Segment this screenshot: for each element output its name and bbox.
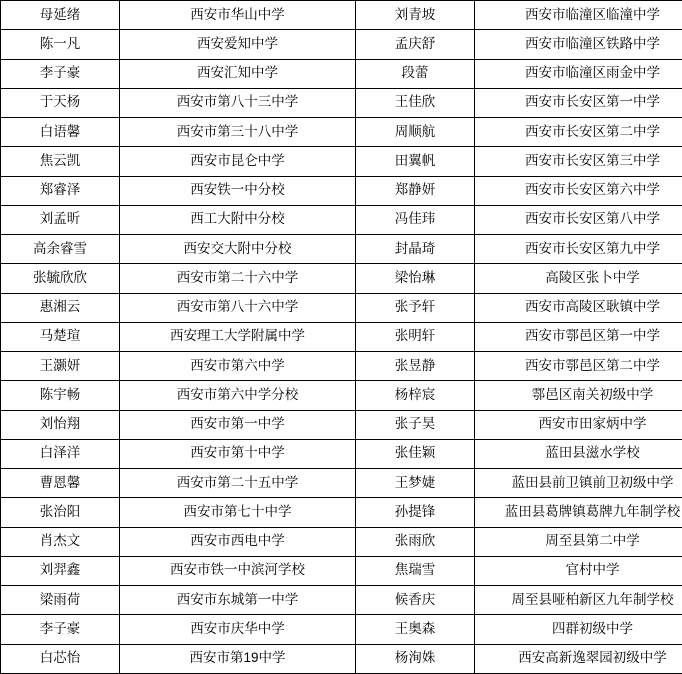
student-name-cell: 张治阳 bbox=[1, 498, 120, 527]
school-name-cell: 周至县哑柏新区九年制学校 bbox=[475, 586, 682, 615]
table-row bbox=[1, 59, 682, 88]
school-name-cell: 西安汇知中学 bbox=[120, 59, 356, 88]
student-name-cell: 封晶琦 bbox=[356, 235, 475, 264]
school-name-cell: 西安铁一中分校 bbox=[120, 176, 356, 205]
student-name-cell: 白芯怡 bbox=[1, 644, 120, 674]
student-name-cell: 孟庆舒 bbox=[356, 30, 475, 59]
student-name-cell: 刘青坡 bbox=[356, 1, 475, 30]
student-name-cell: 曹恩馨 bbox=[1, 469, 120, 498]
student-name-cell: 刘羿鑫 bbox=[1, 556, 120, 585]
student-name-cell: 候香庆 bbox=[356, 586, 475, 615]
student-name-cell: 李子豪 bbox=[1, 615, 120, 644]
school-name-cell: 西安市田家炳中学 bbox=[475, 410, 682, 439]
school-name-cell: 鄠邑区南关初级中学 bbox=[475, 381, 682, 410]
student-name-cell: 白泽洋 bbox=[1, 439, 120, 468]
table-row bbox=[1, 205, 682, 234]
table-row bbox=[1, 1, 682, 30]
student-name-cell: 王灏妍 bbox=[1, 352, 120, 381]
student-name-cell: 张毓欣欣 bbox=[1, 264, 120, 293]
school-name-cell: 西工大附中分校 bbox=[120, 205, 356, 234]
school-name-cell: 西安爱知中学 bbox=[120, 30, 356, 59]
student-name-cell: 郑睿泽 bbox=[1, 176, 120, 205]
table-row bbox=[1, 527, 682, 556]
student-name-cell: 冯佳玮 bbox=[356, 205, 475, 234]
school-name-cell: 西安市第八十三中学 bbox=[120, 88, 356, 117]
school-name-cell: 西安市东城第一中学 bbox=[120, 586, 356, 615]
student-name-cell: 刘孟昕 bbox=[1, 205, 120, 234]
student-name-cell: 杨洵姝 bbox=[356, 644, 475, 674]
student-name-cell: 梁雨荷 bbox=[1, 586, 120, 615]
school-name-cell: 西安市临潼区铁路中学 bbox=[475, 30, 682, 59]
school-name-cell: 西安市第二十五中学 bbox=[120, 469, 356, 498]
student-name-cell: 陈宇畅 bbox=[1, 381, 120, 410]
table-row bbox=[1, 586, 682, 615]
student-name-cell: 杨梓宸 bbox=[356, 381, 475, 410]
table-row bbox=[1, 352, 682, 381]
table-row bbox=[1, 469, 682, 498]
school-name-cell: 西安市长安区第六中学 bbox=[475, 176, 682, 205]
student-name-cell: 郑静妍 bbox=[356, 176, 475, 205]
table-row bbox=[1, 439, 682, 468]
school-name-cell: 西安市第十中学 bbox=[120, 439, 356, 468]
school-name-cell: 高陵区张卜中学 bbox=[475, 264, 682, 293]
school-name-cell: 西安市昆仑中学 bbox=[120, 147, 356, 176]
table-row bbox=[1, 264, 682, 293]
student-name-cell: 王梦婕 bbox=[356, 469, 475, 498]
student-name-cell: 母延绪 bbox=[1, 1, 120, 30]
school-name-cell: 西安理工大学附属中学 bbox=[120, 322, 356, 351]
student-name-cell: 张予轩 bbox=[356, 293, 475, 322]
table-row bbox=[1, 30, 682, 59]
school-name-cell: 西安市鄠邑区第一中学 bbox=[475, 322, 682, 351]
table-row bbox=[1, 498, 682, 527]
school-name-cell: 西安市高陵区耿镇中学 bbox=[475, 293, 682, 322]
school-name-cell: 周至县第二中学 bbox=[475, 527, 682, 556]
table-row bbox=[1, 88, 682, 117]
table-row bbox=[1, 118, 682, 147]
student-name-cell: 肖杰文 bbox=[1, 527, 120, 556]
school-name-cell: 西安市长安区第三中学 bbox=[475, 147, 682, 176]
table-row bbox=[1, 235, 682, 264]
school-name-cell: 蓝田县滋水学校 bbox=[475, 439, 682, 468]
student-name-cell: 于天杨 bbox=[1, 88, 120, 117]
table-row bbox=[1, 147, 682, 176]
student-name-cell: 焦瑞雪 bbox=[356, 556, 475, 585]
student-name-cell: 马楚瑄 bbox=[1, 322, 120, 351]
student-name-cell: 张雨欣 bbox=[356, 527, 475, 556]
table-row bbox=[1, 322, 682, 351]
school-name-cell: 西安市西电中学 bbox=[120, 527, 356, 556]
school-name-cell: 西安市第六中学分校 bbox=[120, 381, 356, 410]
school-name-cell: 西安交大附中分校 bbox=[120, 235, 356, 264]
table-row bbox=[1, 644, 682, 674]
school-name-cell: 官村中学 bbox=[475, 556, 682, 585]
school-name-cell: 西安市第19中学 bbox=[120, 644, 356, 674]
table-row bbox=[1, 410, 682, 439]
school-name-cell: 西安市第一中学 bbox=[120, 410, 356, 439]
student-name-cell: 王奥森 bbox=[356, 615, 475, 644]
school-name-cell: 西安高新逸翠园初级中学 bbox=[475, 644, 682, 674]
student-name-cell: 梁怡琳 bbox=[356, 264, 475, 293]
school-name-cell: 蓝田县葛牌镇葛牌九年制学校 bbox=[475, 498, 682, 527]
school-name-cell: 四群初级中学 bbox=[475, 615, 682, 644]
school-name-cell: 西安市第二十六中学 bbox=[120, 264, 356, 293]
table-row bbox=[1, 293, 682, 322]
school-name-cell: 西安市长安区第二中学 bbox=[475, 118, 682, 147]
table-row bbox=[1, 556, 682, 585]
student-name-cell: 段蕾 bbox=[356, 59, 475, 88]
table-row bbox=[1, 381, 682, 410]
student-name-cell: 张子昊 bbox=[356, 410, 475, 439]
school-name-cell: 西安市临潼区雨金中学 bbox=[475, 59, 682, 88]
school-name-cell: 西安市第六中学 bbox=[120, 352, 356, 381]
school-name-cell: 蓝田县前卫镇前卫初级中学 bbox=[475, 469, 682, 498]
student-name-cell: 高余睿雪 bbox=[1, 235, 120, 264]
student-name-cell: 张佳颖 bbox=[356, 439, 475, 468]
student-name-cell: 张昱静 bbox=[356, 352, 475, 381]
school-name-cell: 西安市鄠邑区第二中学 bbox=[475, 352, 682, 381]
student-name-cell: 张明轩 bbox=[356, 322, 475, 351]
student-name-cell: 周顺航 bbox=[356, 118, 475, 147]
student-name-cell: 白语馨 bbox=[1, 118, 120, 147]
school-name-cell: 西安市长安区第九中学 bbox=[475, 235, 682, 264]
table-row bbox=[1, 615, 682, 644]
student-name-cell: 焦云凯 bbox=[1, 147, 120, 176]
school-name-cell: 西安市华山中学 bbox=[120, 1, 356, 30]
student-name-cell: 孙提锋 bbox=[356, 498, 475, 527]
student-name-cell: 刘怡翔 bbox=[1, 410, 120, 439]
student-name-cell: 李子豪 bbox=[1, 59, 120, 88]
roster-table-body bbox=[1, 1, 682, 674]
student-name-cell: 陈一凡 bbox=[1, 30, 120, 59]
school-name-cell: 西安市第七十中学 bbox=[120, 498, 356, 527]
table-row bbox=[1, 176, 682, 205]
school-name-cell: 西安市长安区第一中学 bbox=[475, 88, 682, 117]
school-name-cell: 西安市第八十六中学 bbox=[120, 293, 356, 322]
school-name-cell: 西安市铁一中滨河学校 bbox=[120, 556, 356, 585]
school-name-cell: 西安市第三十八中学 bbox=[120, 118, 356, 147]
school-name-cell: 西安市庆华中学 bbox=[120, 615, 356, 644]
student-name-cell: 惠湘云 bbox=[1, 293, 120, 322]
student-name-cell: 王佳欣 bbox=[356, 88, 475, 117]
school-name-cell: 西安市临潼区临潼中学 bbox=[475, 1, 682, 30]
school-name-cell: 西安市长安区第八中学 bbox=[475, 205, 682, 234]
student-name-cell: 田翼帆 bbox=[356, 147, 475, 176]
